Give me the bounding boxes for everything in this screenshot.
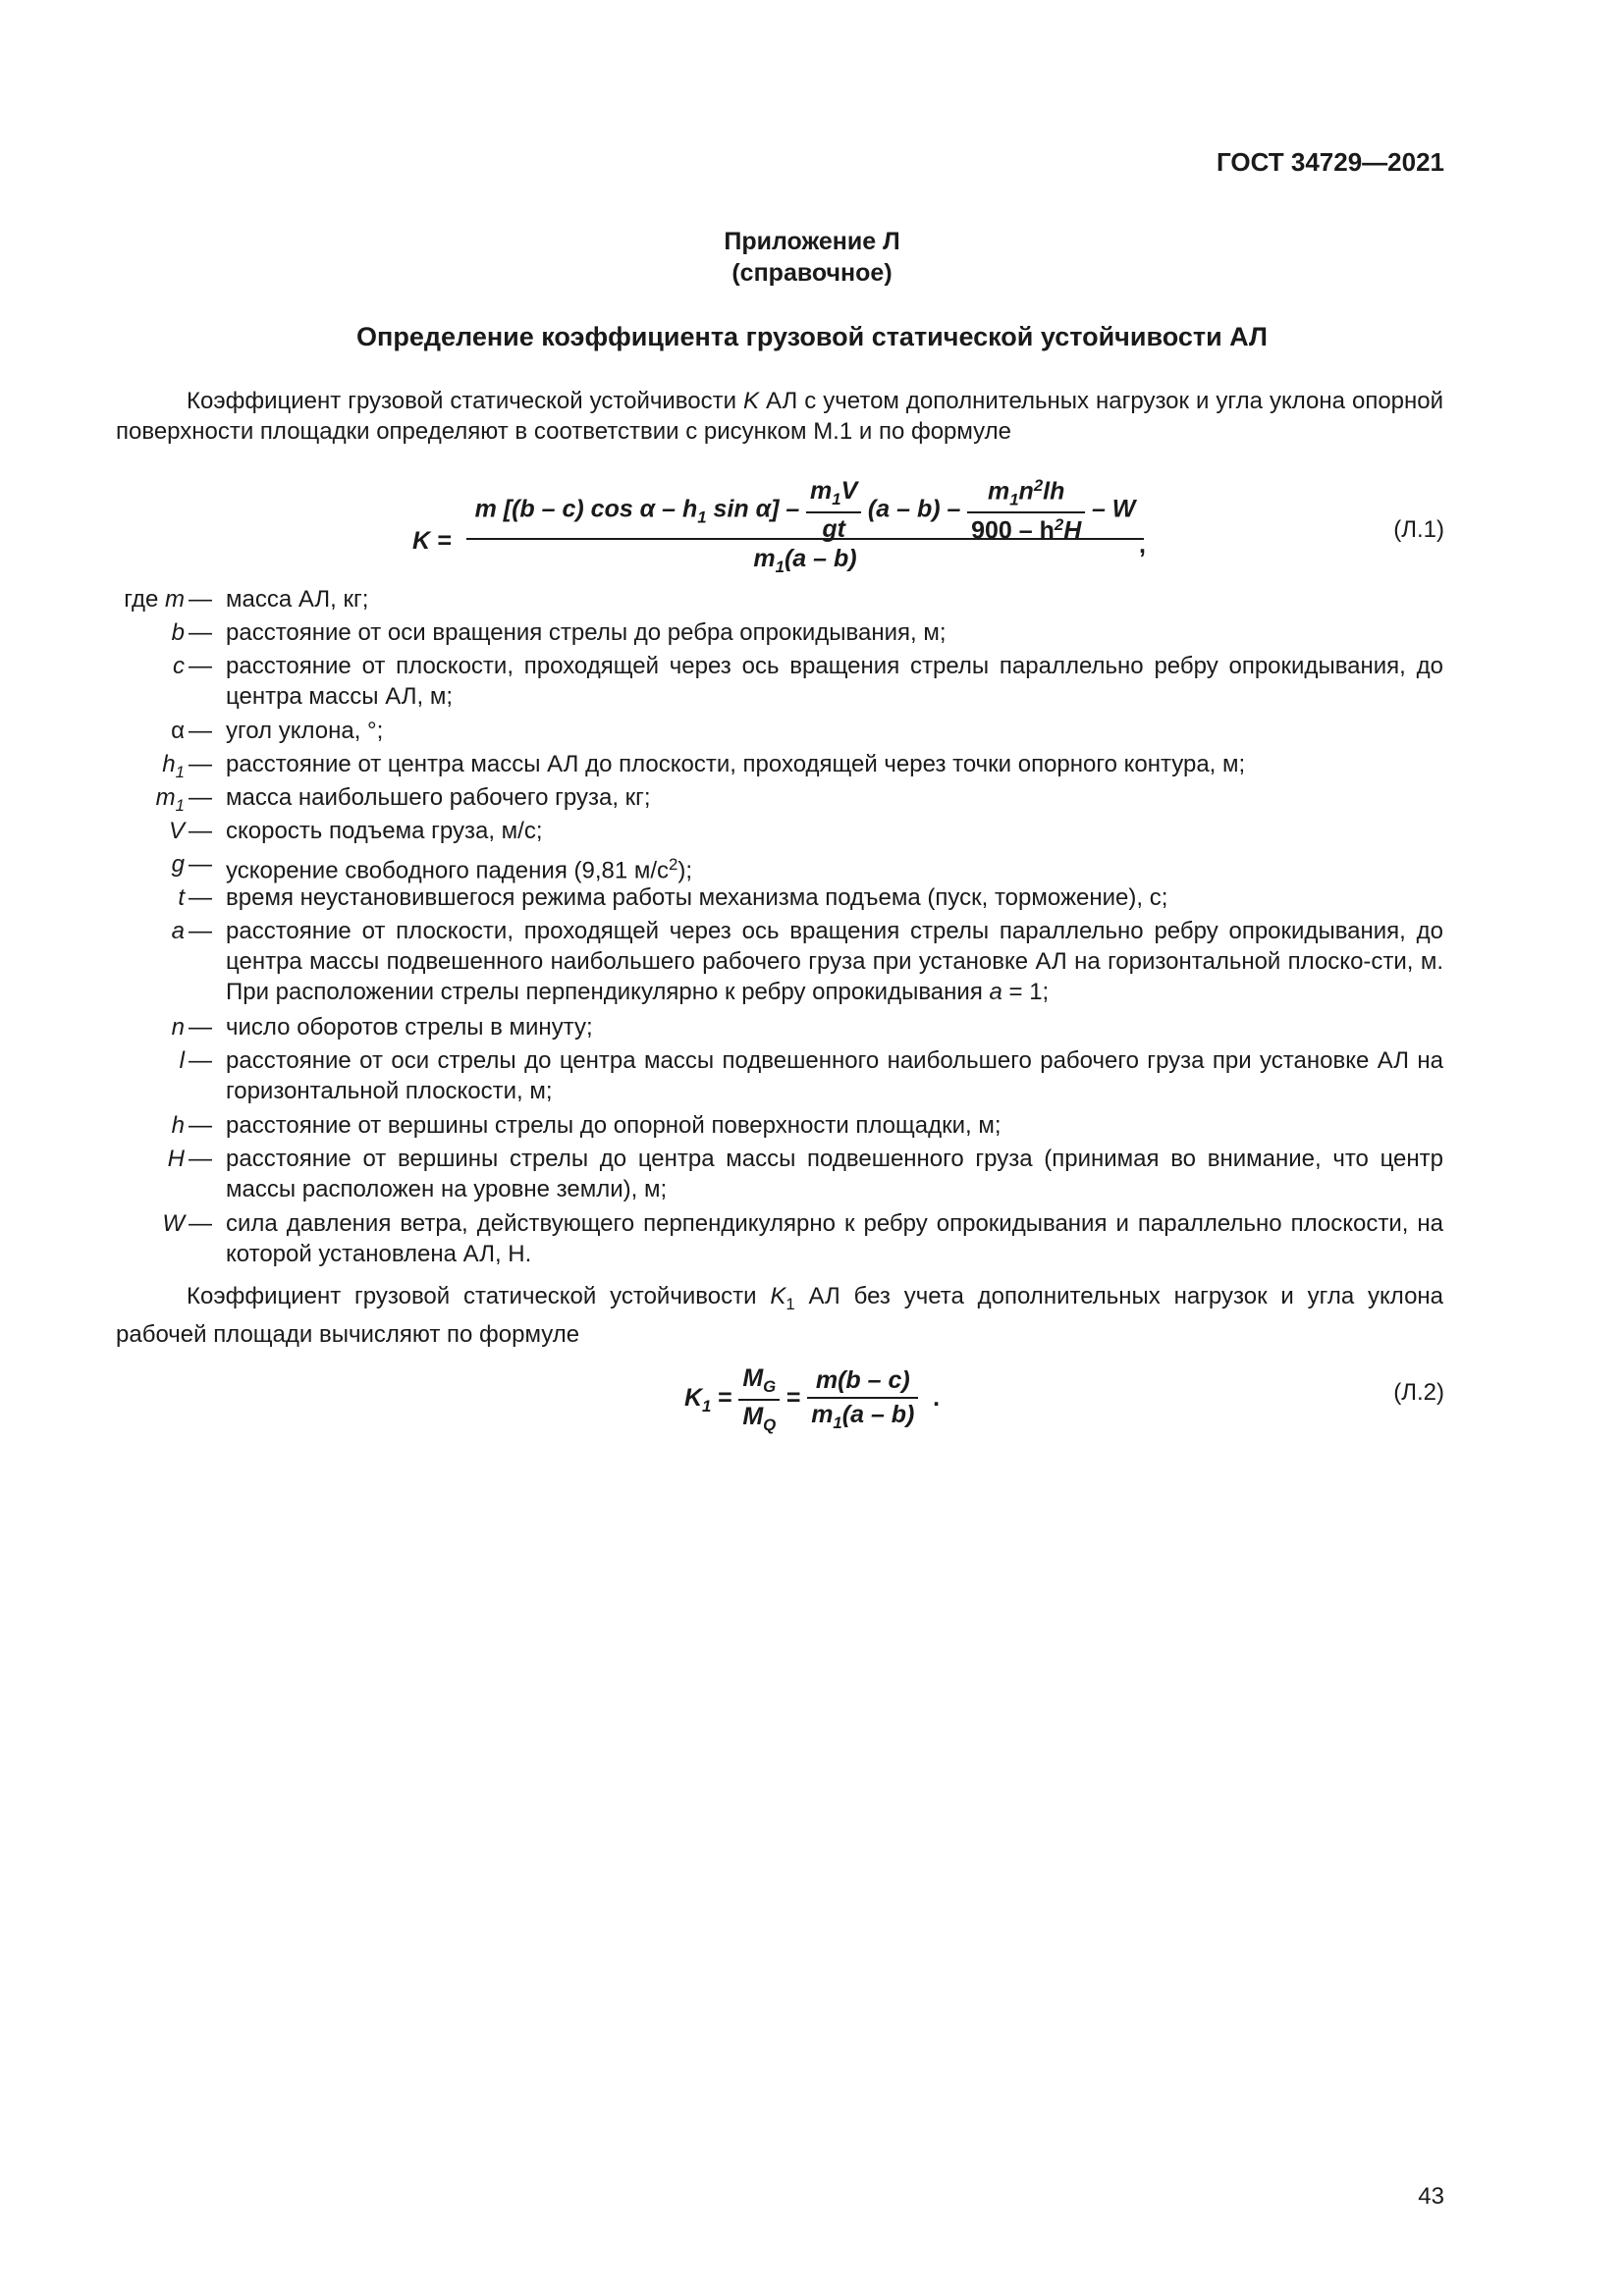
formula-l1-num-b: sin α] –: [706, 495, 800, 523]
def-text: расстояние от плоскости, проходящей через ось вращения стрелы параллельно ребру опрокидывания, до центра массы АЛ, м;: [226, 653, 1443, 710]
formula-l1-den-sub: 1: [775, 557, 785, 576]
formula-l1-frac1: [806, 477, 861, 544]
formula-l1-comma: ,: [1139, 531, 1146, 559]
def-symbol: a: [171, 918, 185, 944]
def-symbol: H: [167, 1146, 185, 1172]
para1-post: АЛ с учетом дополнительных нагрузок и угла уклона опорной поверхности площадки определяют в соответствии с рисунком М.1 и по формуле: [116, 388, 1444, 445]
appendix-title: Приложение Л: [724, 228, 900, 255]
def-symbol: l: [179, 1047, 185, 1074]
formula-l2-dot: .: [933, 1384, 941, 1413]
l2-frac1-num-sub: G: [763, 1376, 777, 1396]
def-symbol-sub: 1: [175, 795, 185, 815]
def-symbol: c: [173, 653, 185, 679]
def-text: сила давления ветра, действующего перпендикулярно к ребру опрокидывания и параллельно плоскости, на которой установлена АЛ, Н.: [226, 1210, 1443, 1267]
where-word: где: [124, 586, 159, 613]
def-text: расстояние от оси вращения стрелы до ребра опрокидывания, м;: [226, 619, 947, 646]
def-symbol: W: [162, 1210, 185, 1237]
def-text-end: = 1;: [1001, 979, 1050, 1005]
def-text: время неустановившегося режима работы механизма подъема (пуск, торможение), с;: [226, 884, 1168, 911]
para2-pre: Коэффициент грузовой статической устойчивости: [187, 1283, 757, 1309]
frac1-num-var: V: [840, 477, 858, 506]
def-symbol: h: [162, 751, 176, 777]
def-symbol: m: [165, 586, 185, 613]
para1-var: K: [743, 388, 760, 414]
frac2-den-a: 900 – h: [971, 516, 1055, 545]
para1-pre: Коэффициент грузовой статической устойчивости: [187, 388, 737, 414]
l2-frac1-den: M: [742, 1402, 764, 1430]
formula-l2-lhs-sub: 1: [702, 1397, 712, 1416]
def-symbol: t: [178, 884, 185, 911]
l2-frac1-num: M: [742, 1364, 764, 1392]
def-text: расстояние от оси стрелы до центра массы подвешенного наибольшего рабочего груза при установке АЛ на горизонтальной плоскости, м;: [226, 1047, 1443, 1104]
formula-l2-frac2: [807, 1366, 918, 1433]
def-text: ускорение свободного падения (9,81 м/с: [226, 857, 670, 884]
document-id: ГОСТ 34729—2021: [1217, 147, 1444, 177]
formula-l2-number: (Л.2): [1393, 1379, 1444, 1406]
frac2-num-sub: 1: [1009, 490, 1019, 509]
formula-l1-lhs: K =: [412, 527, 452, 555]
para2-var: K: [770, 1283, 786, 1309]
frac2-den-sup: 2: [1054, 515, 1064, 535]
def-symbol-sub: 1: [175, 762, 185, 781]
def-symbol: n: [171, 1014, 185, 1041]
formula-l1-fraction-bar: [466, 538, 1144, 540]
def-text-sup: 2: [669, 855, 678, 874]
l2-frac1-den-sub: Q: [763, 1415, 777, 1434]
def-text: число оборотов стрелы в минуту;: [226, 1014, 593, 1041]
para2-post: АЛ без учета дополнительных нагрузок и угла уклона рабочей площади вычисляют по формуле: [116, 1283, 1444, 1348]
section-title: Определение коэффициента грузовой статической устойчивости АЛ: [356, 322, 1268, 351]
frac2-den-b: H: [1063, 516, 1082, 545]
formula-l1-num-a: m [(b – c) cos α – h: [474, 495, 698, 523]
def-text: угол уклона, °;: [226, 718, 384, 744]
frac2-num-a: m: [987, 477, 1010, 506]
formula-l2: [0, 1364, 1624, 1435]
formula-l2-eq2: =: [785, 1384, 801, 1413]
def-text: расстояние от вершины стрелы до центра массы подвешенного груза (принимая во внимание, что центр массы расположен на уровне земли), м;: [226, 1146, 1443, 1202]
formula-l1-frac2: [967, 476, 1085, 546]
def-symbol: b: [171, 619, 185, 646]
k1-paragraph: [116, 1281, 1443, 1350]
def-text: расстояние от центра массы АЛ до плоскости, проходящей через точки опорного контура, м;: [226, 751, 1246, 777]
formula-l1-den-a: m: [753, 545, 776, 572]
formula-l1-number: (Л.1): [1393, 516, 1444, 543]
def-text: масса АЛ, кг;: [226, 586, 369, 613]
l2-frac2-den-sub: 1: [833, 1413, 842, 1432]
def-text: масса наибольшего рабочего груза, кг;: [226, 784, 651, 811]
l2-frac2-num: m(b – c): [815, 1365, 910, 1394]
def-symbol: m: [155, 784, 176, 811]
formula-l1-numerator: [466, 476, 1144, 546]
formula-l1-mid: (a – b) –: [867, 495, 961, 523]
def-symbol: g: [171, 851, 185, 878]
formula-l1-denominator: [466, 545, 1144, 577]
intro-paragraph: [116, 386, 1443, 447]
frac1-den: gt: [822, 515, 845, 544]
formula-l1-den-b: (a – b): [784, 545, 857, 572]
def-text: скорость подъема груза, м/с;: [226, 818, 543, 844]
l2-frac2-den-a: m: [811, 1400, 834, 1428]
appendix-subtitle: (справочное): [731, 259, 893, 287]
def-symbol: V: [168, 818, 185, 844]
formula-l2-eq1: =: [718, 1384, 732, 1413]
frac1-num-sub: 1: [832, 490, 841, 509]
def-text-var: a: [989, 979, 1002, 1005]
formula-l2-frac1: [738, 1364, 780, 1435]
def-text-end: );: [677, 857, 693, 884]
frac1-num: m: [809, 477, 833, 506]
def-text: расстояние от вершины стрелы до опорной поверхности площадки, м;: [226, 1112, 1001, 1139]
def-text: расстояние от плоскости, проходящей через ось вращения стрелы параллельно ребру опрокидывания, до центра массы подвешенного наибольшего рабочего груза при установке АЛ на горизонтальной плоско-сти, м. При расположении стрелы перпендикулярно к ребру опрокидывания: [226, 918, 1443, 1005]
page-number: 43: [1418, 2183, 1444, 2210]
frac2-num-b: n: [1018, 477, 1034, 506]
def-symbol: α: [171, 718, 185, 744]
formula-l1-tail: – W: [1091, 495, 1136, 523]
formula-l2-lhs: K: [683, 1384, 703, 1413]
l2-frac2-den-b: (a – b): [841, 1400, 915, 1428]
def-symbol: h: [171, 1112, 185, 1139]
frac2-num-sup: 2: [1033, 476, 1044, 495]
frac2-num-c: lh: [1043, 477, 1065, 506]
para2-var-sub: 1: [785, 1294, 795, 1313]
formula-l1-num-a-sub: 1: [697, 507, 707, 527]
